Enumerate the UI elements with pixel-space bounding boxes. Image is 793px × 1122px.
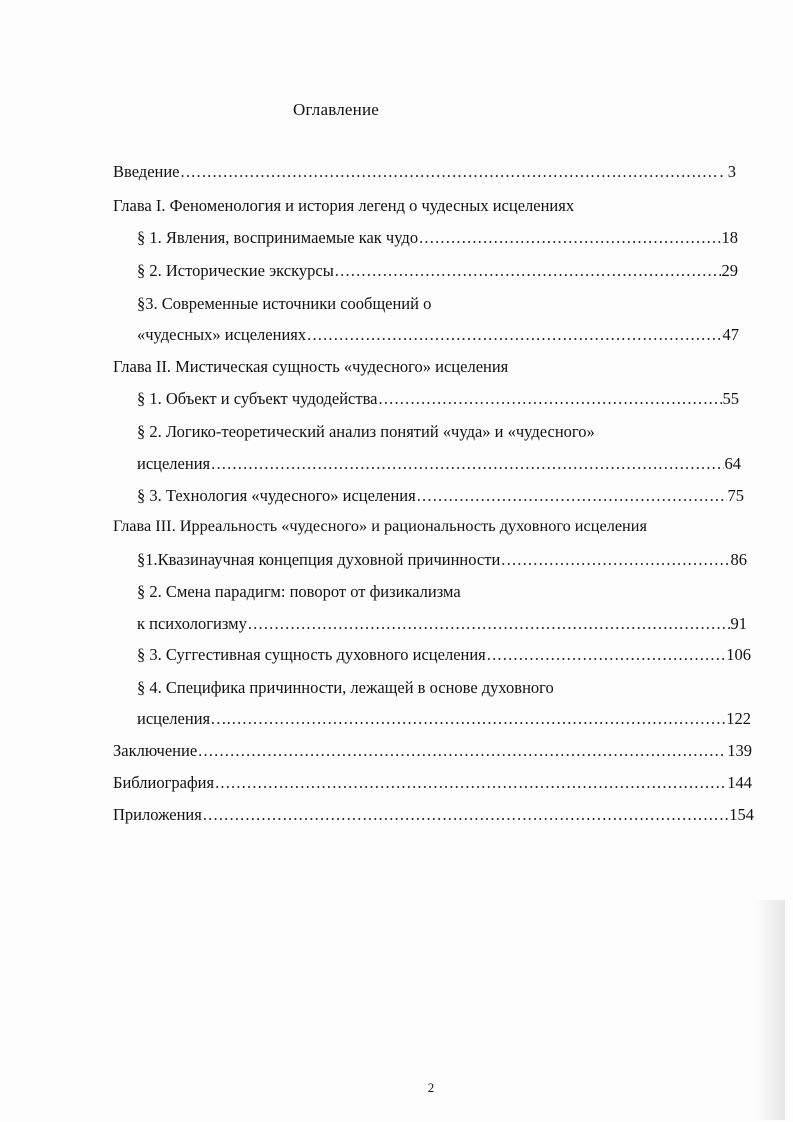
toc-entry-3-2-line1: § 2. Смена парадигм: поворот от физикализма (137, 582, 461, 601)
toc-entry-2-2-line1: § 2. Логико-теоретический анализ понятий «чуда» и «чудесного» (137, 422, 595, 441)
leader-dots (501, 550, 729, 570)
toc-entry-3-4 (137, 709, 751, 729)
toc-entry-text: §1.Квазинаучная концепция духовной причинности (137, 550, 501, 569)
toc-entry-3-1 (137, 550, 747, 570)
toc-entry-3-3 (137, 645, 751, 665)
toc-entry-text: § 3. Суггестивная сущность духовного исцеления (137, 645, 486, 664)
toc-page-number: 86 (730, 550, 747, 569)
toc-entry-text: § 1. Явления, воспринимаемые как чудо (137, 228, 419, 247)
toc-entry-text: исцеления (137, 454, 211, 473)
toc-entry-1-3-line1: §3. Современные источники сообщений о (137, 294, 432, 313)
toc-entry-2-3 (137, 486, 744, 506)
toc-entry-1-3 (137, 325, 739, 345)
leader-dots (203, 805, 728, 825)
toc-entry-appendices (113, 805, 754, 825)
toc-entry-text: Приложения (113, 805, 202, 824)
leader-dots (232, 709, 726, 729)
toc-page-number: 29 (721, 261, 738, 280)
leader-dots (211, 454, 723, 474)
toc-entry-bibliography (113, 773, 752, 793)
toc-page-number: 18 (721, 228, 738, 247)
page-number: 2 (427, 1080, 435, 1095)
toc-page-number: 55 (722, 389, 739, 408)
toc-page-number: 106 (726, 645, 751, 664)
leader-dots (417, 486, 727, 506)
toc-entry-3-2 (137, 614, 747, 634)
toc-entry-3-4-line1: § 4. Специфика причинности, лежащей в основе духовного (137, 678, 554, 697)
scan-shadow (755, 900, 785, 1120)
toc-entry-text: исцеления…. (137, 709, 231, 728)
leader-dots (419, 228, 720, 248)
toc-entry-2-1 (137, 389, 739, 409)
leader-dots (379, 389, 722, 409)
leader-dots (307, 325, 721, 345)
toc-entry-text: к психологизму (137, 614, 247, 633)
toc-chapter-2-heading: Глава II. Мистическая сущность «чудесного» исцеления (113, 357, 509, 376)
toc-page-number: 75 (727, 486, 744, 505)
toc-entry-conclusion (113, 741, 752, 761)
toc-page-number: 122 (726, 709, 751, 728)
toc-page-number: 144 (727, 773, 752, 792)
leader-dots (335, 261, 721, 281)
toc-entry-text: § 2. Исторические экскурсы (137, 261, 334, 280)
leader-dots (181, 162, 719, 182)
toc-entry-text: Введение (113, 162, 180, 181)
toc-page-number: 91 (730, 614, 747, 633)
leader-dots (198, 741, 726, 761)
toc-chapter-1-heading: Глава I. Феноменология и история легенд о чудесных исцелениях (113, 196, 575, 215)
toc-entry-text: § 3. Технология «чудесного» исцеления (137, 486, 416, 505)
leader-dots (248, 614, 730, 634)
leader-dots (215, 773, 726, 793)
leader-dots (487, 645, 725, 665)
toc-entry-text: Библиография (113, 773, 215, 792)
toc-entry-1-2 (137, 261, 738, 281)
toc-entry-text: Заключение (113, 741, 198, 760)
toc-entry-1-1 (137, 228, 738, 248)
toc-page-number: 139 (727, 741, 752, 760)
page-title: Оглавление (293, 100, 379, 119)
toc-page-number: . 3 (719, 162, 736, 181)
toc-entry-text: «чудесных» исцелениях (137, 325, 307, 344)
toc-entry-text: § 1. Объект и субъект чудодейства (137, 389, 378, 408)
toc-page-number: 154 (729, 805, 754, 824)
toc-chapter-3-heading: Глава III. Ирреальность «чудесного» и рациональность духовного исцеления (113, 516, 647, 535)
toc-entry-introduction (113, 162, 736, 182)
toc-page-number: 47 (722, 325, 739, 344)
toc-entry-2-2 (137, 454, 741, 474)
toc-page-number: 64 (724, 454, 741, 473)
